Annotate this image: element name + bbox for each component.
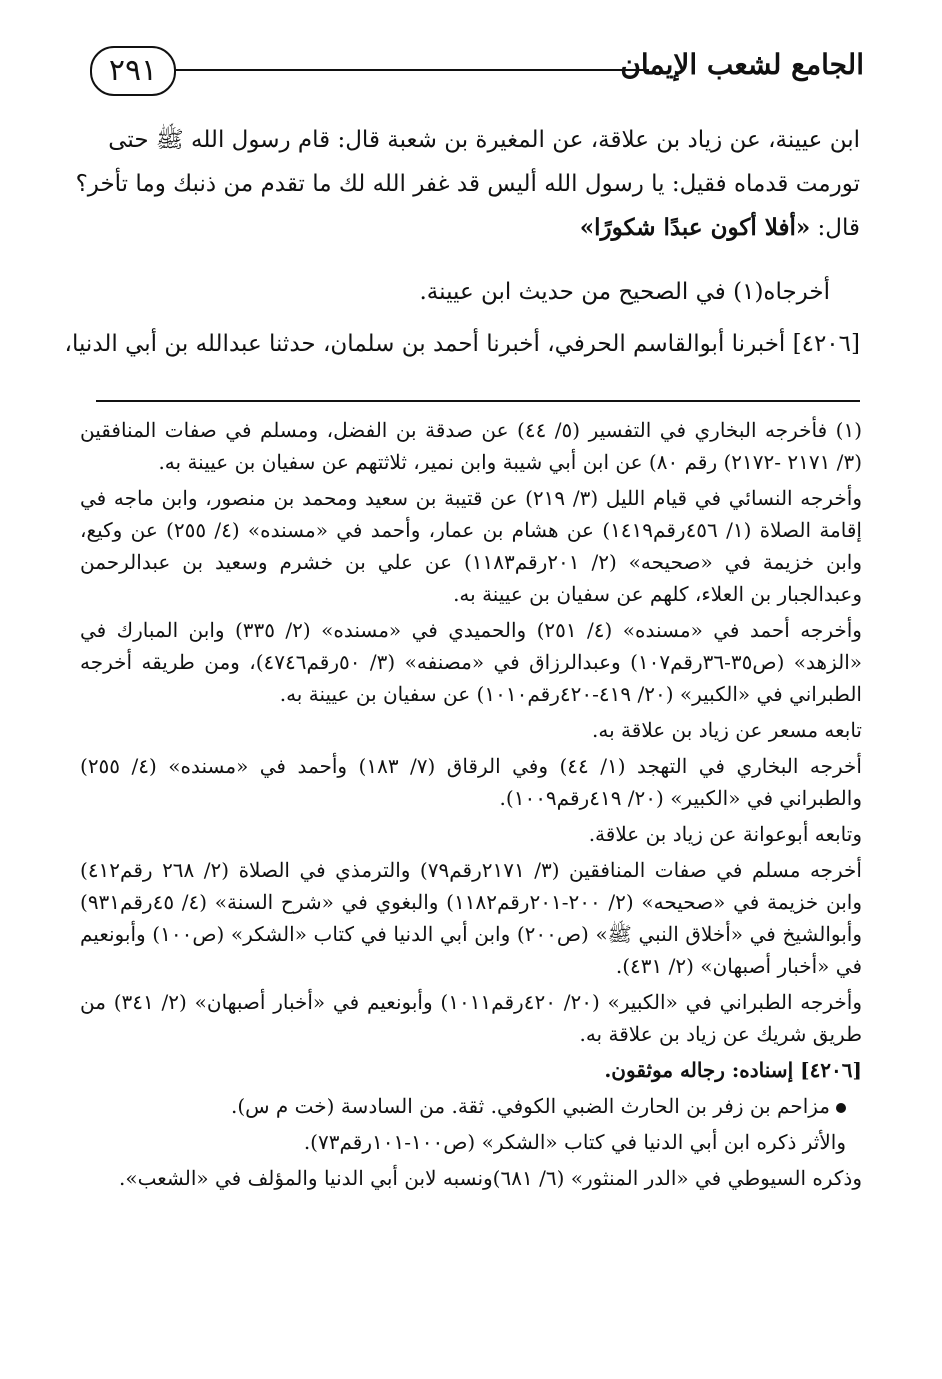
footnote-separator <box>96 400 860 402</box>
page-number: ٢٩١ <box>90 46 176 96</box>
footnote-block: أخرجه البخاري في التهجد (١/ ٤٤) وفي الرقاق (٧/ ١٨٣) وأحمد في «مسنده» (٤/ ٢٥٥) والطبراني في «الكبير» (٢٠/ ٤١٩رقم١٠٠٩). <box>80 754 862 810</box>
footnote-block: أخرجه مسلم في صفات المنافقين (٣/ ٢١٧١رقم٧٩) والترمذي في الصلاة (٢/ ٢٦٨ رقم٤١٢) وابن خزيمة في «صحيحه» (٢/ ٢٠٠-٢٠١رقم١١٨٢) والبغوي في «شرح السنة» (٤/ ٤٥رقم٩٣١) وأبوالشيخ في «أخلاق النبي ﷺ» (ص٢٠٠) وابن أبي الدنيا في كتاب «الشكر» (ص١٠٠) وأبونعيم في «أخبار أصبهان» (٢/ ٤٣١). <box>80 858 862 978</box>
footnote-block: (١) فأخرجه البخاري في التفسير (٥/ ٤٤) عن صدقة بن الفضل، ومسلم في صفات المنافقين (٣/ ٢١٧١ -٢١٧٢) رقم ٨٠) عن ابن أبي شيبة وابن نمير، ثلاثتهم عن سفيان بن عيينة به. <box>80 418 862 474</box>
footnotes <box>80 414 862 1198</box>
isnad-line-3: وذكره السيوطي في «الدر المنثور» (٦/ ٦٨١)ونسبه لابن أبي الدنيا والمؤلف في «الشعب». <box>119 1166 862 1190</box>
main-text <box>75 118 860 250</box>
narrator-note: مزاحم بن زفر بن الحارث الضبي الكوفي. ثقة. من السادسة (خت م س). <box>231 1094 830 1118</box>
isnad-line-2: والأثر ذكره ابن أبي الدنيا في كتاب «الشكر» (ص١٠٠-١٠١رقم٧٣). <box>303 1130 846 1154</box>
footnote-block: وأخرجه الطبراني في «الكبير» (٢٠/ ٤٢٠رقم١٠١١) وأبونعيم في «أخبار أصبهان» (٢/ ٣٤١) من طريق شريك عن زياد بن علاقة به. <box>80 990 862 1046</box>
main-text-2 <box>64 270 860 366</box>
main-line-1: ابن عيينة، عن زياد بن علاقة، عن المغيرة بن شعبة قال: قام رسول الله ﷺ حتى <box>108 127 860 153</box>
bullet-icon <box>836 1103 846 1113</box>
footnote-block: وأخرجه النسائي في قيام الليل (٣/ ٢١٩) عن قتيبة بن سعيد ومحمد بن منصور، وابن ماجه في إقامة الصلاة (١/ ٤٥٦رقم١٤١٩) عن هشام بن عمار، وأحمد في «مسنده» (٤/ ٢٥٥) عن وكيع، وابن خزيمة في «صحيحه» (٢/ ٢٠١رقم١١٨٣) عن علي بن خشرم وسعيد بن عبدالرحمن وعبدالجبار بن العلاء، كلهم عن سفيان بن عيينة به. <box>80 486 862 606</box>
header-rule <box>174 69 649 71</box>
footnote-block: تابعه مسعر عن زياد بن علاقة به. <box>592 718 862 742</box>
prophetic-quote: «أفلا أكون عبدًا شكورًا» <box>579 214 811 241</box>
main-line-4: أخرجاه(١) في الصحيح من حديث ابن عيينة. <box>419 279 830 305</box>
footnote-block: وأخرجه أحمد في «مسنده» (٤/ ٢٥١) والحميدي في «مسنده» (٢/ ٣٣٥) وابن المبارك في «الزهد» (ص٣٥-٣٦رقم١٠٧) وعبدالرزاق في «مصنفه» (٣/ ٥٠رقم٤٧٤٦)، ومن طريقه أخرجه الطبراني في «الكبير» (٢٠/ ٤١٩-٤٢٠رقم١٠١٠) عن سفيان بن عيينة به. <box>80 618 862 706</box>
footnote-block: وتابعه أبوعوانة عن زياد بن علاقة. <box>588 822 862 846</box>
isnad-heading: [٤٢٠٦] إسناده: رجاله موثقون. <box>604 1058 862 1082</box>
main-line-3-prefix: قال: <box>810 215 860 241</box>
running-title: الجامع لشعب الإيمان <box>620 48 864 81</box>
main-line-5: [٤٢٠٦] أخبرنا أبوالقاسم الحرفي، أخبرنا أحمد بن سلمان، حدثنا عبدالله بن أبي الدنيا، <box>64 331 860 357</box>
main-line-2: تورمت قدماه فقيل: يا رسول الله أليس قد غفر الله لك ما تقدم من ذنبك وما تأخر؟ <box>75 171 860 197</box>
isnad-bullet-line <box>80 1090 862 1122</box>
page-header <box>84 40 864 100</box>
main-line-3 <box>88 206 860 250</box>
